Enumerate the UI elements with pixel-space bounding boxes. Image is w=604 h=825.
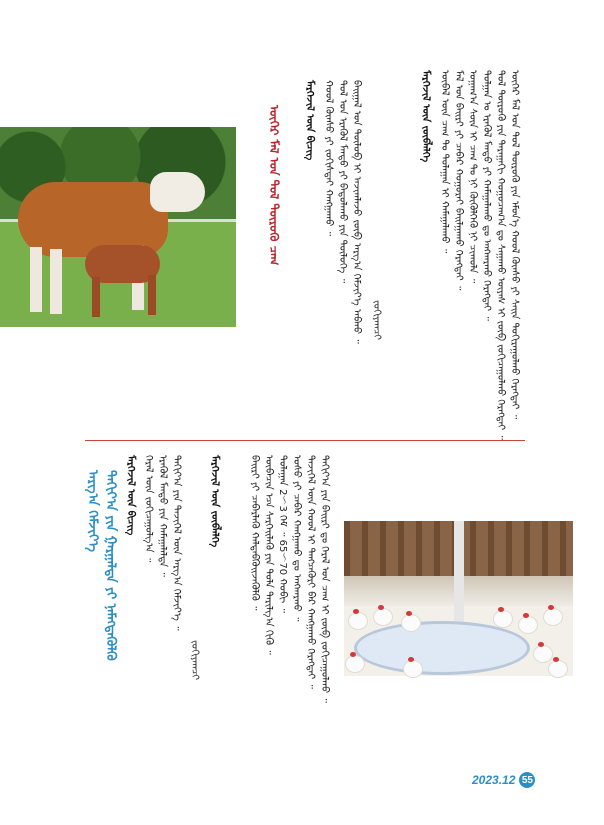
upper-article-line-9: ᠬᠣᠣᠯ ᠬᠦᠨᠰᠦ ᠶᠢ ᠵᠣᠬᠢᠰᠲᠠᠢ ᠬᠠᠩᠭᠠᠬᠤ ᠃ [323, 80, 334, 237]
upper-article-heading: ᠮᠡᠷᠭᠡᠵᠢᠯ ᠦᠨ ᠵᠥᠪᠯᠡᠯᠭᠡ [420, 70, 431, 163]
lower-article-line-9: ᠭᠡᠷᠡᠯ ᠦᠨ ᠵᠣᠬᠢᠴᠠᠭᠤᠯᠭ᠎ᠠ ᠃ [143, 455, 154, 563]
section-divider [85, 440, 525, 441]
lower-article-line-2: ᠲᠡᠵᠢᠭᠡᠯ ᠦᠨ ᠬᠣᠣᠯ ᠢ ᠲᠡᠩᠴᠡᠭᠦᠷᠢ ᠪᠠᠷ ᠬᠠᠩᠭᠠᠬᠤ ᠬᠡᠷᠡᠭᠲᠡᠢ ᠃ [305, 455, 316, 689]
upper-article-line-8: ᠲᠤᠯ ᠤᠨ ᠡᠷᠡᠭᠦᠯ ᠮᠡᠨᠳᠦ ᠶᠢ ᠪᠠᠲᠤᠯᠠᠬᠤ ᠶᠢᠨ ᠲᠥᠯᠦᠭᠡ ᠃ [337, 80, 348, 284]
lower-article-line-1: ᠲᠠᠬᠢᠶ᠎ᠠ ᠶᠢᠨ ᠪᠠᠢᠷᠢ ᠳᠤ ᠭᠡᠷᠡᠯ ᠤᠨ ᠴᠠᠭ ᠢ ᠵᠥᠪ ᠵᠣᠬᠢᠴᠠᠭᠤᠯᠬᠤ ᠃ [319, 455, 330, 703]
issue-date: 2023.12 [472, 773, 516, 787]
lower-article-title-line-1: ᠲᠠᠬᠢᠶ᠎ᠠ ᠶᠢᠨ ᠭᠠᠷᠭᠠᠯᠲᠠ ᠶᠢ ᠨᠡᠮᠡᠭᠳᠡᠭᠦᠯᠬᠦ [103, 470, 118, 661]
upper-article-line-6: ᠥᠪᠡᠯ ᠦᠨ ᠴᠠᠭ ᠲᠤ ᠳᠤᠯᠠᠭᠠᠨ ᠢ ᠬᠠᠮᠠᠭᠠᠯᠠᠬᠤ ᠃ [439, 70, 450, 254]
lower-article-line-5: ᠥᠪᠡᠴᠢᠨ ᠡᠴᠡ ᠰᠡᠷᠭᠡᠢᠯᠡᠬᠦ ᠶᠢᠨ ᠲᠤᠯᠠ ᠲᠠᠷᠢᠯᠭ᠎ᠠ ᠬᠢᠬᠦ ᠃ [263, 455, 274, 655]
page-number: 55 [519, 772, 535, 788]
cow-and-calf-photo [0, 127, 236, 327]
upper-article-line-3: ᠲᠤᠯᠭᠠᠨ ᠤ ᠡᠷᠡᠭᠦᠯ ᠮᠡᠨᠳᠦ ᠶᠢ ᠬᠠᠮᠠᠭᠠᠯᠠᠬᠤ ᠳᠤ ᠠᠩᠬᠠᠷᠬᠤ ᠬᠡᠷᠡᠭᠲᠡᠢ ᠃ [481, 70, 492, 321]
lower-article-line-4: ᠳᠤᠯᠠᠭᠠᠨ 2～3 ᠬᠡᠮ ᠃ 65～70 ᠬᠤᠪᠢ ᠃ [277, 455, 288, 613]
upper-article-title: ᠦᠬᠡᠷ ᠮᠠᠯ ᠤᠨ ᠲᠤᠯ ᠲᠥᠷᠦᠬᠦ ᠴᠠᠭ [267, 105, 281, 266]
poultry-house-photo [344, 521, 573, 676]
lower-article-line-7: ᠲᠠᠬᠢᠶ᠎ᠠ ᠶᠢᠨ ᠲᠡᠵᠢᠭᠡᠯ ᠦᠨ ᠠᠷᠭ᠎ᠠ ᠬᠡᠮᠵᠢᠶ᠎ᠡ ᠃ [171, 455, 182, 631]
upper-article-line-4: ᠤᠭᠠᠭ᠎ᠠ ᠰᠦᠨ ᠢ ᠴᠠᠭ ᠲᠤ ᠨᠢ ᠬᠥᠬᠦᠯᠭᠡᠬᠦ ᠨᠢ ᠴᠢᠬᠤᠯᠠ ᠃ [467, 70, 478, 284]
lower-article-title-line-2: ᠠᠷᠭ᠎ᠠ ᠬᠡᠮᠵᠢᠶ᠎ᠡ [85, 470, 100, 552]
lower-article-line-3: ᠤᠰᠤ ᠶᠢ ᠴᠡᠪᠡᠷ ᠬᠠᠩᠭᠠᠬᠤ ᠳᠤ ᠠᠩᠬᠠᠷᠬᠤ ᠃ [291, 455, 302, 622]
upper-article-signature: ᠵᠣᠬᠢᠶᠠᠭᠴᠢ [371, 300, 382, 340]
lower-article-signature: ᠵᠣᠬᠢᠶᠠᠭᠴᠢ [189, 640, 200, 680]
lower-article-line-8: ᠡᠷᠡᠭᠦᠯ ᠮᠡᠨᠳᠦ ᠶᠢᠨ ᠬᠠᠮᠠᠭᠠᠯᠠᠯᠲᠠ ᠃ [157, 455, 168, 577]
page-footer [472, 770, 535, 790]
lower-article-heading: ᠮᠡᠷᠭᠡᠵᠢᠯ ᠦᠨ ᠵᠥᠪᠯᠡᠯᠭᠡ [209, 455, 220, 548]
lower-article-subhead: ᠮᠡᠷᠭᠡᠵᠢᠯ ᠦᠨ ᠪᠢᠴᠢᠭ [125, 455, 136, 536]
lower-article-line-6: ᠪᠠᠢᠷᠢ ᠶᠢ ᠴᠡᠪᠡᠷᠯᠡᠬᠦ ᠬᠠᠯᠳᠠᠪᠭᠦᠢᠵᠡᠭᠦᠯᠬᠦ ᠃ [249, 455, 260, 611]
upper-article-line-2: ᠲᠣᠯ ᠲᠥᠷᠦᠬᠦ ᠶᠢᠨ ᠳᠠᠷᠠᠭᠠᠬᠢ ᠬᠤᠭᠤᠴᠠᠭ᠎ᠠ ᠳᠤ ᠰᠠᠭᠠᠬᠤ ᠦᠶᠡᠰ ᠢ ᠵᠥᠪ ᠵᠣᠬᠢᠴᠠᠭᠤᠯᠬᠤ ᠬᠡᠷᠡᠭᠲᠡᠢ ᠃ [495, 70, 506, 440]
upper-article-line-7: ᠪᠠᠢᠭᠠᠯ ᠤᠨ ᠲᠥᠯᠦᠪ ᠢ ᠠᠵᠢᠭᠯᠠᠵᠤ ᠵᠥᠪ ᠠᠷᠭ᠎ᠠ ᠬᠡᠮᠵᠢᠶ᠎ᠡ ᠠᠪᠬᠤ ᠃ [351, 80, 362, 344]
upper-article-line-1: ᠦᠬᠡᠷ ᠮᠠᠯ ᠤᠨ ᠲᠤᠯ ᠲᠥᠷᠦᠬᠦ ᠶᠢᠨ ᠡᠮᠦᠨ᠎ᠡ ᠬᠣᠣᠯ ᠬᠦᠨᠰᠦ ᠶᠢ ᠰᠠᠢᠨ ᠲᠣᠬᠢᠷᠠᠭᠤᠯᠬᠤ ᠬᠡᠷᠡᠭᠲᠡᠢ ᠃ [509, 70, 520, 420]
upper-article-line-5: ᠮᠠᠯ ᠤᠨ ᠪᠠᠢᠷᠢ ᠶᠢ ᠴᠡᠪᠡᠷ ᠬᠤᠭᠤᠷᠠᠢ ᠪᠠᠢᠯᠭᠠᠬᠤ ᠬᠡᠷᠡᠭᠲᠡᠢ ᠃ [453, 70, 464, 291]
upper-article-subhead: ᠮᠡᠷᠭᠡᠵᠢᠯ ᠦᠨ ᠪᠢᠴᠢᠭ [304, 80, 315, 161]
